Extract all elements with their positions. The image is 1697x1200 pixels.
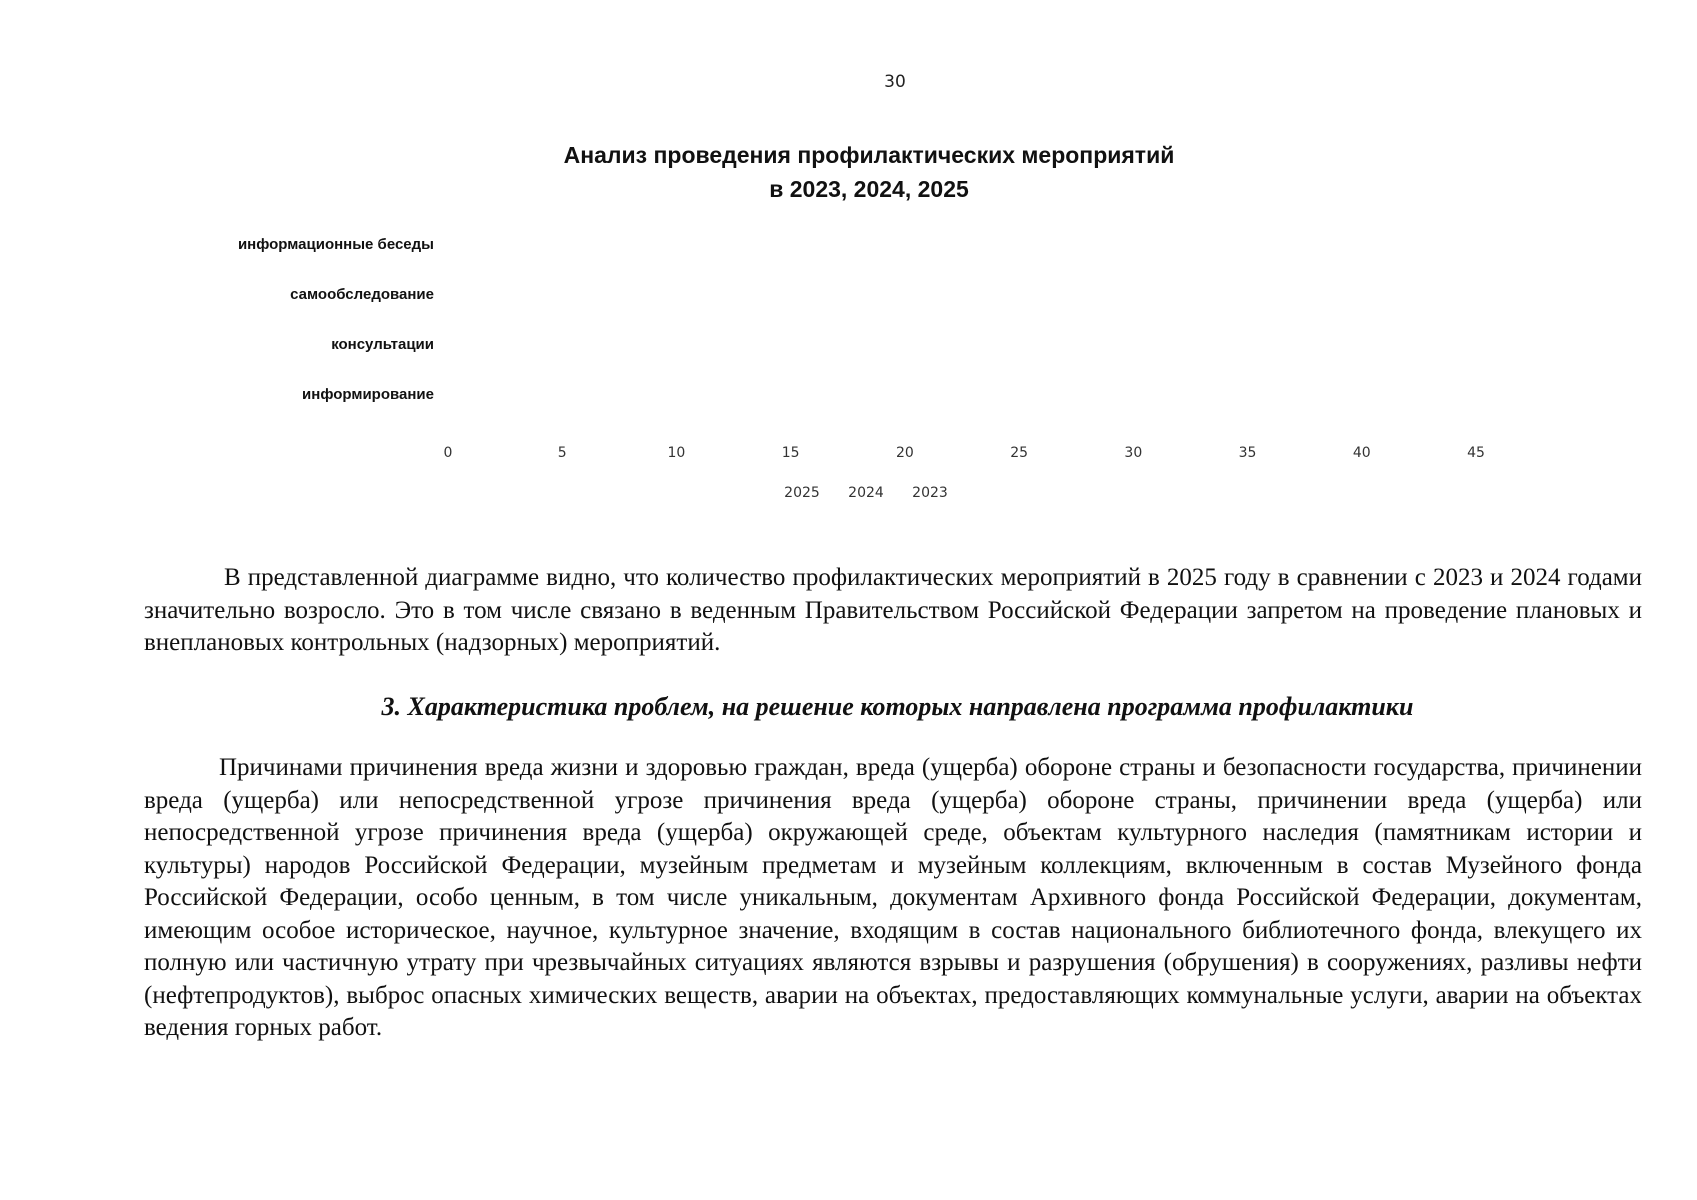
x-tick-label: 35 <box>1238 445 1257 461</box>
chart-title-line-1: Анализ проведения профилактических мероприятий <box>563 142 1175 168</box>
section-heading: 3. Характеристика проблем, на решение которых направлена программа профилактики <box>381 692 1414 721</box>
x-tick-label: 25 <box>1010 445 1029 461</box>
x-tick-label: 45 <box>1467 445 1485 461</box>
category-label: самообследование <box>290 286 434 303</box>
bar-chart <box>0 220 1697 520</box>
category-label: консультации <box>331 336 434 353</box>
x-tick-label: 5 <box>557 445 567 461</box>
legend-item-2025: 2025 <box>784 485 820 501</box>
legend-item-2023: 2023 <box>912 485 948 501</box>
x-tick-label: 20 <box>895 445 914 461</box>
x-tick-label: 15 <box>781 445 800 461</box>
body-paragraph-2: Причинами причинения вреда жизни и здоровью граждан, вреда (ущерба) обороне страны и безопасности государства, причинении вреда (ущерба) или непосредственной угрозе причинения вреда (ущерба) обороне страны, причинении вреда (ущерба) или непосредственной угрозе причинения вреда (ущерба) окружающей среде, объектам культурного наследия (памятникам истории и культуры) народов Российской Федерации, музейным предметам и музейным коллекциям, включенным в состав Музейного фонда Российской Федерации, особо ценным, в том числе уникальным, документам Архивного фонда Российской Федерации, документам, имеющим особое историческое, научное, культурное значение, входящим в состав национального библиотечного фонда, влекущего их полную или частичную утрату при чрезвычайных ситуациях являются взрывы и разрушения (обрушения) в сооружениях, разливы нефти (нефтепродуктов), выброс опасных химических веществ, аварии на объектах, предоставляющих коммунальные услуги, аварии на объектах ведения горных работ. <box>144 754 1642 1041</box>
category-label: информационные беседы <box>237 236 434 253</box>
category-label: информирование <box>302 386 434 403</box>
page-number: 30 <box>884 72 906 92</box>
body-paragraph-1: В представленной диаграмме видно, что количество профилактических мероприятий в 2025 году в сравнении с 2023 и 2024 годами значительно возросло. Это в том числе связано в веденным Правительством Российской Федерации запретом на проведение плановых и внеплановых контрольных (надзорных) мероприятий. <box>144 564 1642 656</box>
legend-item-2024: 2024 <box>848 485 884 501</box>
x-tick-label: 40 <box>1352 445 1371 461</box>
chart-title <box>0 138 1697 206</box>
x-tick-label: 30 <box>1124 445 1143 461</box>
x-tick-label: 0 <box>443 445 453 461</box>
chart-title-line-2: в 2023, 2024, 2025 <box>769 176 969 202</box>
x-tick-label: 10 <box>667 445 686 461</box>
